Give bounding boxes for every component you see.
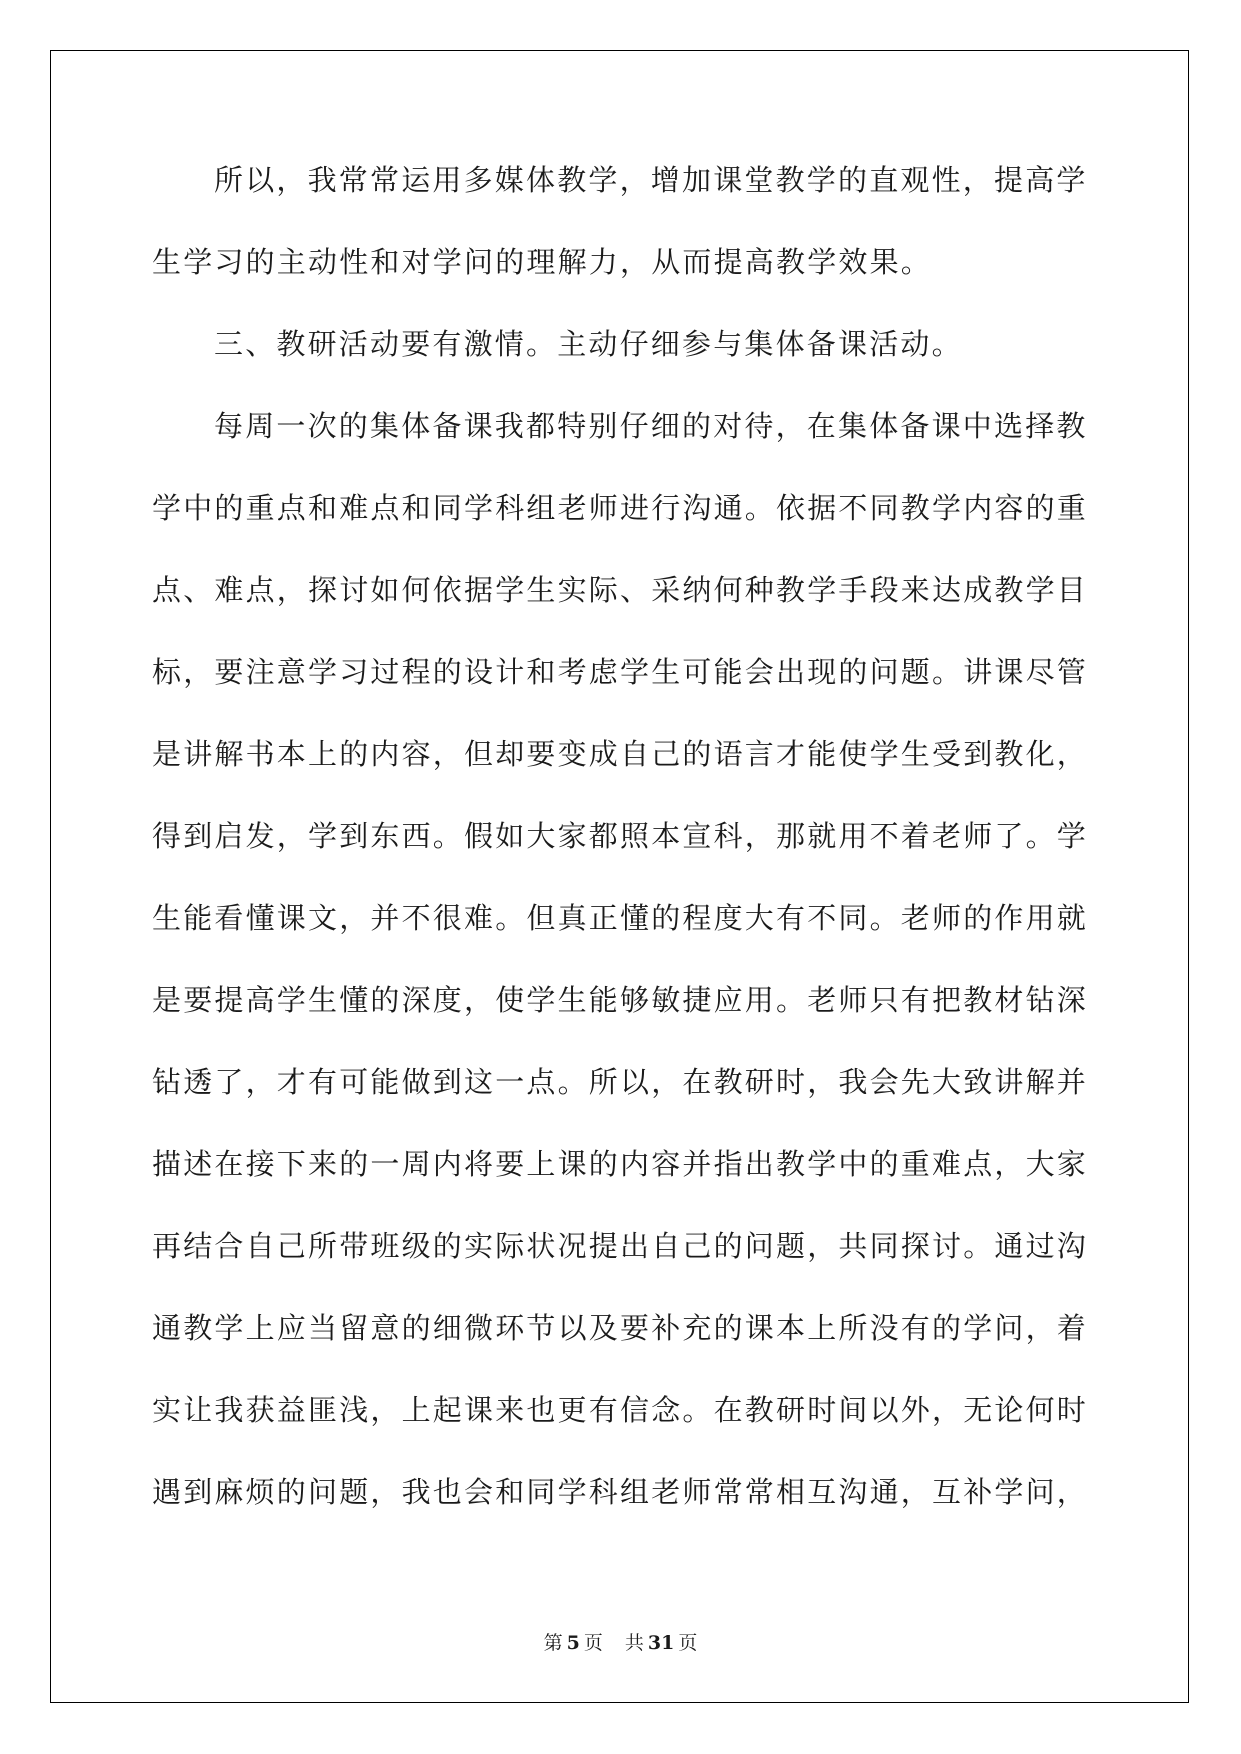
paragraph-line: 每周一次的集体备课我都特别仔细的对待，在集体备课中选择教 <box>214 409 1088 443</box>
paragraph-line: 钻透了，才有可能做到这一点。所以，在教研时，我会先大致讲解并 <box>152 1065 1089 1099</box>
paragraph-line: 是要提高学生懂的深度，使学生能够敏捷应用。老师只有把教材钻深 <box>152 983 1089 1017</box>
page-footer <box>0 1628 1241 1655</box>
footer-total-prefix: 共 <box>624 1632 644 1654</box>
paragraph-line: 所以，我常常运用多媒体教学，增加课堂教学的直观性，提高学 <box>214 163 1088 197</box>
paragraph-line: 生学习的主动性和对学问的理解力，从而提高教学效果。 <box>152 245 933 279</box>
paragraph-line: 是讲解书本上的内容，但却要变成自己的语言才能使学生受到教化， <box>152 737 1089 771</box>
paragraph-line: 遇到麻烦的问题，我也会和同学科组老师常常相互沟通，互补学问， <box>152 1475 1089 1509</box>
paragraph-line: 学中的重点和难点和同学科组老师进行沟通。依据不同教学内容的重 <box>152 491 1089 525</box>
body-text <box>152 157 1088 1551</box>
paragraph-line: 通教学上应当留意的细微环节以及要补充的课本上所没有的学问，着 <box>152 1311 1089 1345</box>
paragraph-line: 标，要注意学习过程的设计和考虑学生可能会出现的问题。讲课尽管 <box>152 655 1089 689</box>
paragraph-line: 生能看懂课文，并不很难。但真正懂的程度大有不同。老师的作用就 <box>152 901 1089 935</box>
section-heading: 三、教研活动要有激情。主动仔细参与集体备课活动。 <box>214 327 963 361</box>
paragraph-line: 再结合自己所带班级的实际状况提出自己的问题，共同探讨。通过沟 <box>152 1229 1089 1263</box>
paragraph-line: 得到启发，学到东西。假如大家都照本宣科，那就用不着老师了。学 <box>152 819 1089 853</box>
footer-prefix: 第 <box>543 1632 563 1654</box>
total-page-count: 31 <box>647 1632 675 1654</box>
footer-total-suffix: 页 <box>678 1632 698 1654</box>
paragraph-line: 描述在接下来的一周内将要上课的内容并指出教学中的重难点，大家 <box>152 1147 1089 1181</box>
footer-page-suffix: 页 <box>583 1632 603 1654</box>
paragraph-line: 实让我获益匪浅，上起课来也更有信念。在教研时间以外，无论何时 <box>152 1393 1089 1427</box>
current-page-number: 5 <box>566 1632 580 1654</box>
paragraph-line: 点、难点，探讨如何依据学生实际、采纳何种教学手段来达成教学目 <box>152 573 1089 607</box>
